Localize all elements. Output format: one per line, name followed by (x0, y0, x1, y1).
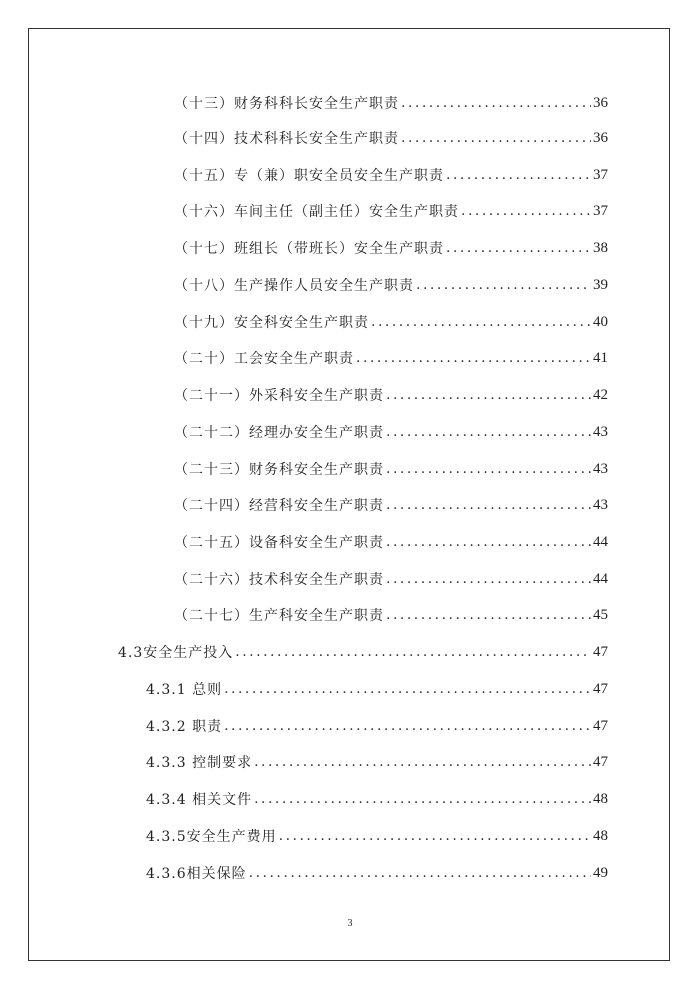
toc-entry[interactable] (146, 862, 608, 884)
dot-leader (386, 497, 591, 513)
toc-entry-title: 4.3安全生产投入 (118, 645, 234, 661)
dot-leader (371, 314, 591, 330)
toc-entry-title: （二十一）外采科安全生产职责 (174, 388, 384, 404)
dot-leader (224, 718, 591, 734)
dot-leader (224, 681, 591, 697)
toc-entry[interactable] (146, 825, 608, 847)
toc-entry[interactable] (174, 127, 608, 149)
toc-entry-title: （十八）生产操作人员安全生产职责 (174, 278, 414, 294)
toc-entry-title: （十三）财务科科长安全生产职责 (174, 96, 399, 112)
dot-leader (279, 828, 591, 844)
toc-entry[interactable] (174, 164, 608, 186)
toc-entry-title: （十四）技术科科长安全生产职责 (174, 131, 399, 147)
toc-entry-page: 37 (593, 202, 608, 219)
toc-entry[interactable] (174, 384, 608, 406)
toc-entry-title: 4.3.1 总则 (146, 682, 223, 698)
toc-entry[interactable] (174, 200, 608, 222)
dot-leader (386, 607, 591, 623)
toc-entry[interactable] (174, 604, 608, 626)
toc-entry-title: （二十七）生产科安全生产职责 (174, 608, 384, 624)
dot-leader (386, 424, 591, 440)
toc-entry-page: 48 (593, 827, 608, 844)
toc-entry-page: 45 (593, 606, 608, 623)
dot-leader (386, 461, 591, 477)
dot-leader (416, 277, 591, 293)
toc-entry[interactable] (146, 751, 608, 773)
toc-entry-title: （二十五）设备科安全生产职责 (174, 535, 384, 551)
toc-entry[interactable] (174, 311, 608, 333)
toc-entry-title: （二十二）经理办安全生产职责 (174, 425, 384, 441)
toc-entry[interactable] (174, 274, 608, 296)
toc-entry[interactable] (146, 715, 608, 737)
toc-entry-page: 44 (593, 533, 608, 550)
toc-entry[interactable] (174, 494, 608, 516)
dot-leader (249, 865, 591, 881)
toc-entry-page: 43 (593, 496, 608, 513)
toc-entry-title: （十九）安全科安全生产职责 (174, 315, 369, 331)
toc-entry-page: 39 (593, 276, 608, 293)
toc-entry-title: （十七）班组长（带班长）安全生产职责 (174, 241, 444, 257)
toc-entry[interactable] (118, 641, 608, 663)
dot-leader (401, 130, 591, 146)
dot-leader (461, 203, 591, 219)
toc-entry-page: 41 (593, 349, 608, 366)
toc-entry-title: （十五）专（兼）职安全员安全生产职责 (174, 168, 444, 184)
toc-entry-title: 4.3.3 控制要求 (146, 755, 253, 771)
toc-entry-title: 4.3.6相关保险 (146, 866, 247, 882)
toc-entry[interactable] (174, 347, 608, 369)
toc-entry-page: 47 (593, 643, 608, 660)
toc-entry-page: 37 (593, 166, 608, 183)
toc-entry-title: 4.3.4 相关文件 (146, 792, 253, 808)
toc-entry-page: 36 (593, 129, 608, 146)
toc-entry[interactable] (174, 237, 608, 259)
toc-entry[interactable] (174, 92, 608, 114)
toc-entry-title: （十六）车间主任（副主任）安全生产职责 (174, 204, 459, 220)
toc-entry-page: 36 (593, 94, 608, 111)
toc-entry[interactable] (174, 421, 608, 443)
dot-leader (386, 387, 591, 403)
toc-entry[interactable] (146, 788, 608, 810)
toc-entry-page: 40 (593, 313, 608, 330)
toc-entry-page: 47 (593, 680, 608, 697)
toc-entry-page: 44 (593, 570, 608, 587)
dot-leader (386, 571, 591, 587)
dot-leader (401, 95, 591, 111)
dot-leader (235, 644, 591, 660)
toc-entry[interactable] (174, 568, 608, 590)
toc-entry-page: 42 (593, 386, 608, 403)
toc-entry-page: 47 (593, 753, 608, 770)
toc-entry-title: （二十三）财务科安全生产职责 (174, 462, 384, 478)
toc-entry-page: 48 (593, 790, 608, 807)
dot-leader (254, 754, 591, 770)
dot-leader (446, 167, 591, 183)
dot-leader (446, 240, 591, 256)
page-number: 3 (347, 918, 353, 929)
toc-entry-title: 4.3.2 职责 (146, 719, 223, 735)
toc-entry[interactable] (146, 678, 608, 700)
toc-entry-page: 43 (593, 423, 608, 440)
toc-entry[interactable] (174, 458, 608, 480)
dot-leader (386, 534, 591, 550)
toc-entry-title: （二十四）经营科安全生产职责 (174, 498, 384, 514)
toc-entry-page: 49 (593, 864, 608, 881)
toc-entry[interactable] (174, 531, 608, 553)
toc-entry-title: （二十）工会安全生产职责 (174, 351, 354, 367)
dot-leader (356, 350, 591, 366)
dot-leader (254, 791, 591, 807)
toc-entry-page: 38 (593, 239, 608, 256)
toc-entry-page: 43 (593, 460, 608, 477)
toc-entry-title: （二十六）技术科安全生产职责 (174, 572, 384, 588)
toc-entry-title: 4.3.5安全生产费用 (146, 829, 277, 845)
toc-entry-page: 47 (593, 717, 608, 734)
